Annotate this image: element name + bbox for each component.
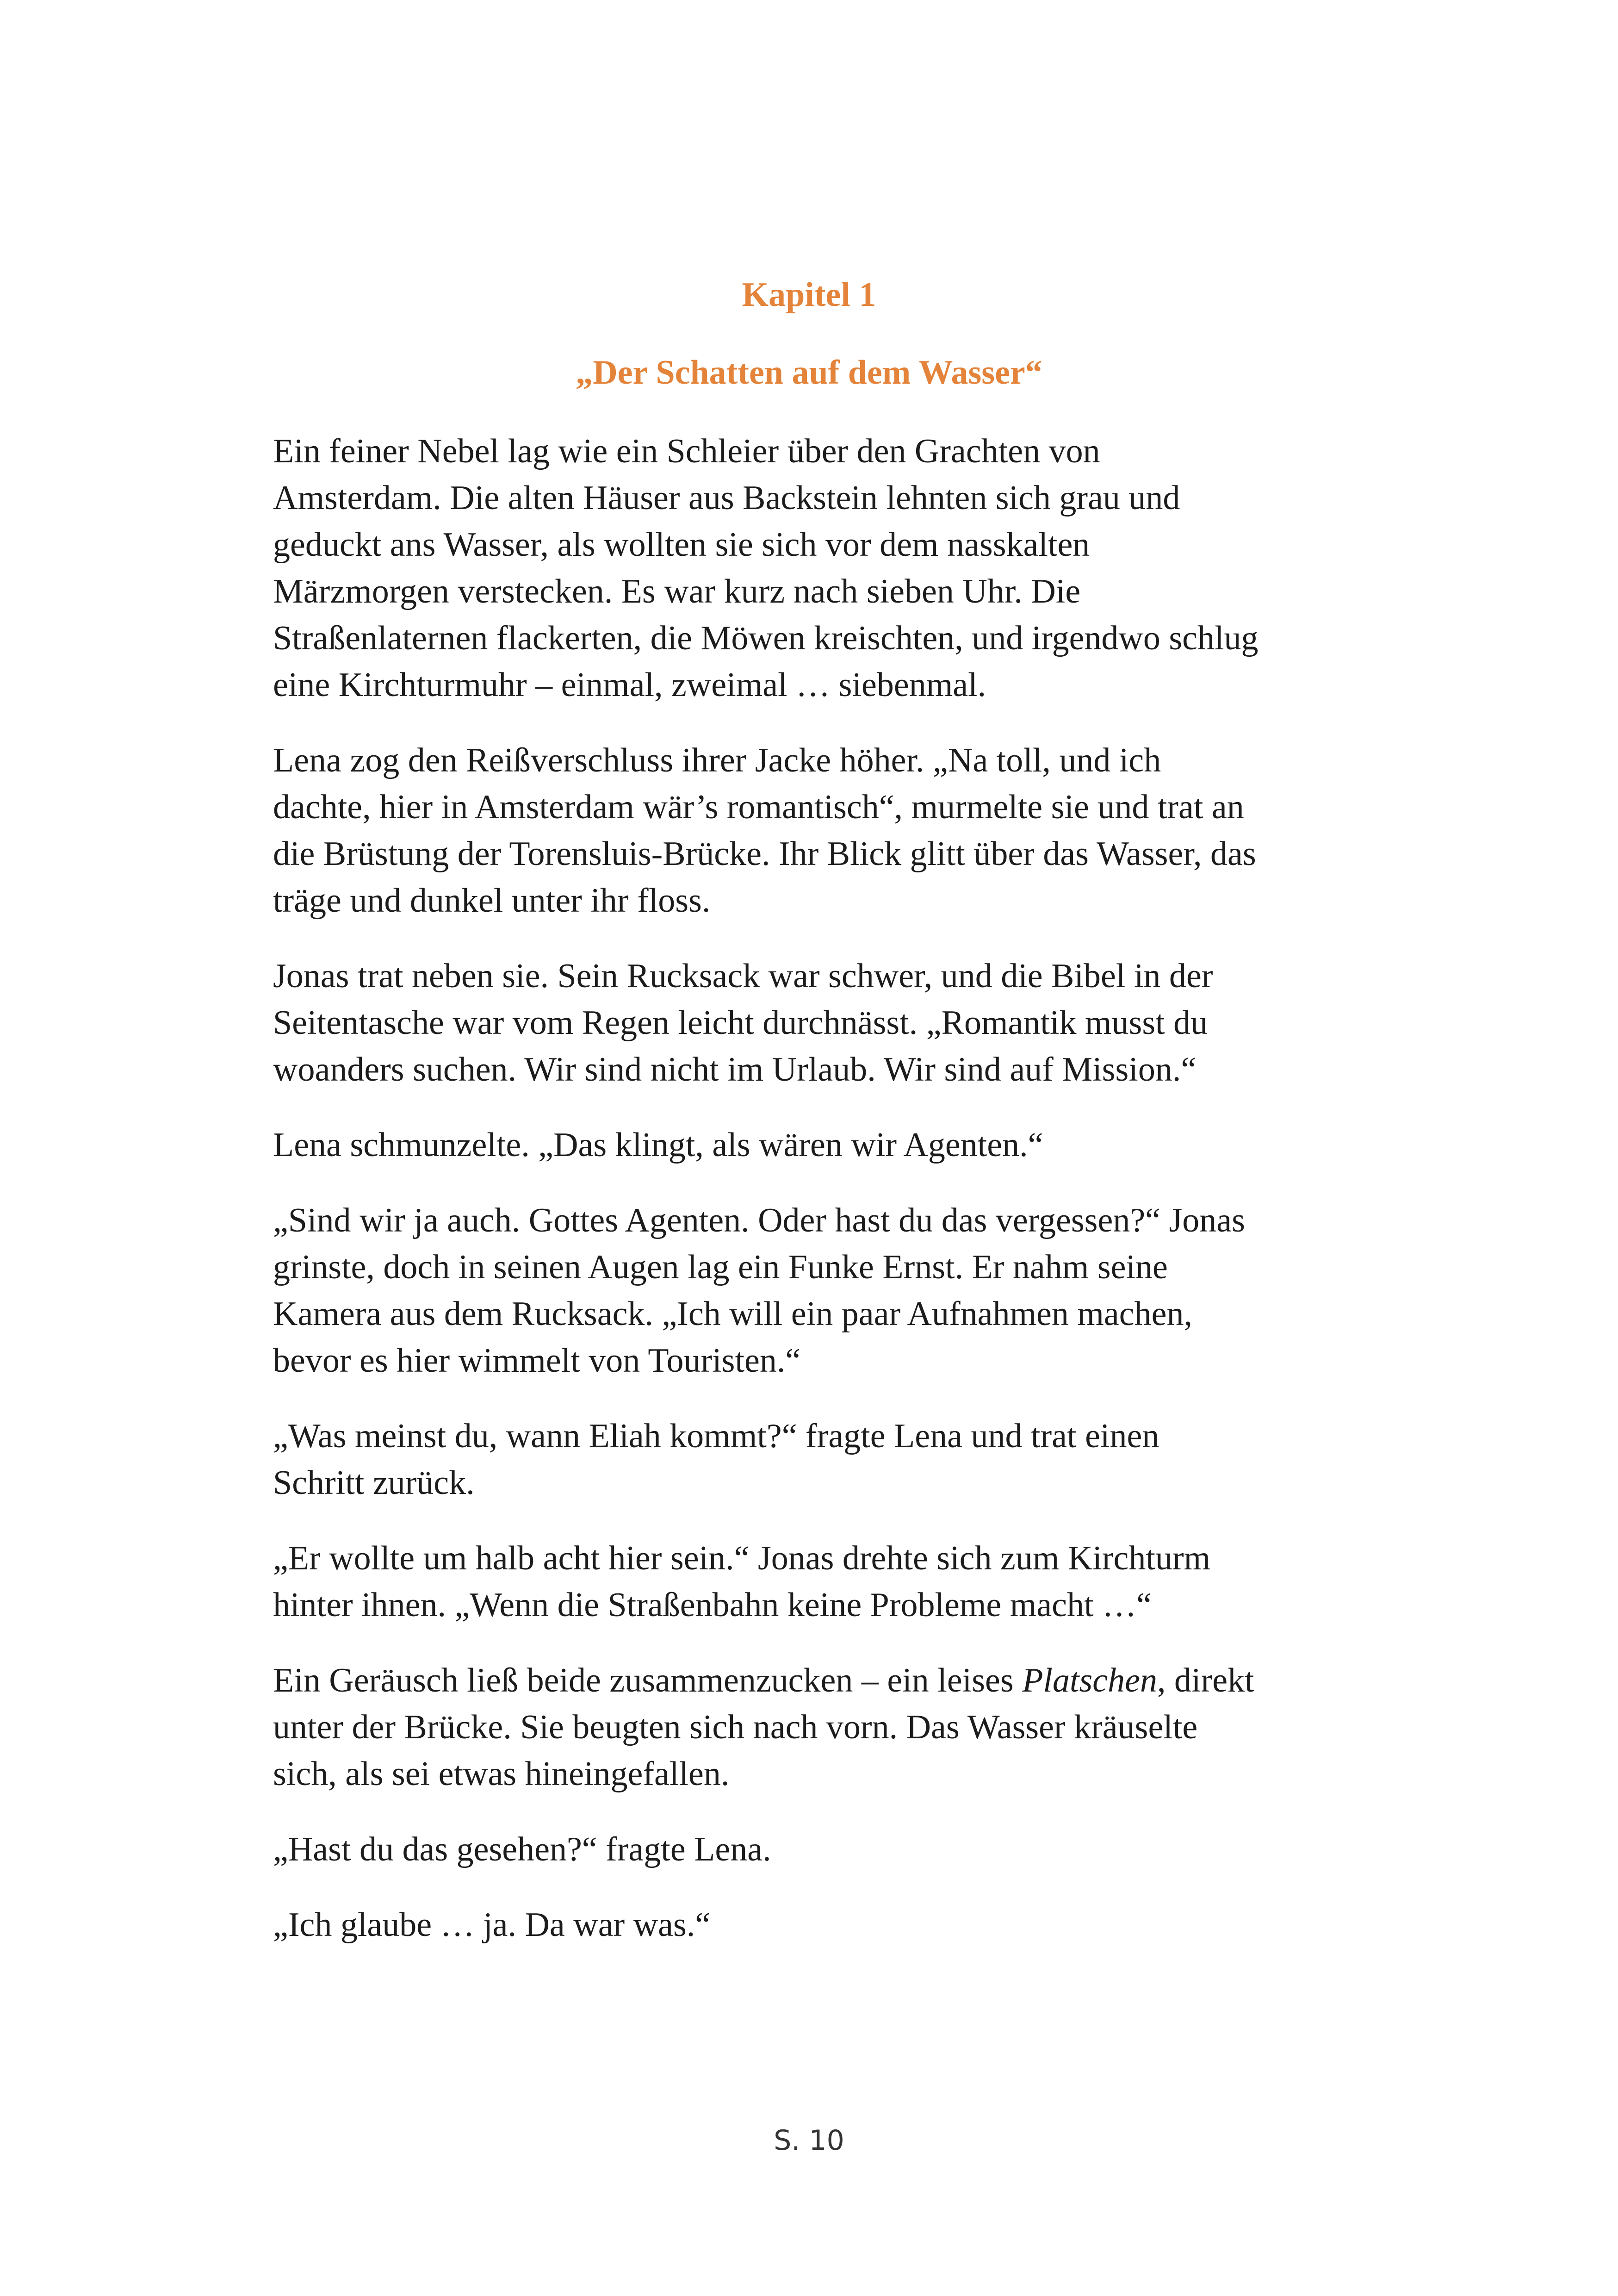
text-segment: „Sind wir ja auch. Gottes Agenten. Oder hast du das vergessen?“ Jonas [273, 1201, 1245, 1239]
paragraph [273, 1413, 1370, 1506]
text-segment: Lena schmunzelte. „Das klingt, als wären wir Agenten.“ [273, 1126, 1043, 1164]
text-line [273, 568, 1370, 615]
text-line [273, 953, 1370, 1000]
text-line [273, 1244, 1370, 1291]
paragraph [273, 428, 1370, 709]
text-segment: „Er wollte um halb acht hier sein.“ Jonas drehte sich zum Kirchturm [273, 1539, 1211, 1577]
text-segment: träge und dunkel unter ihr floss. [273, 882, 711, 920]
text-line [273, 1413, 1370, 1460]
text-segment: unter der Brücke. Sie beugten sich nach vorn. Das Wasser kräuselte [273, 1708, 1198, 1746]
text-line [273, 1657, 1370, 1704]
paragraph [273, 1535, 1370, 1629]
text-segment: sich, als sei etwas hineingefallen. [273, 1755, 730, 1793]
text-line [273, 784, 1370, 831]
text-segment: Kamera aus dem Rucksack. „Ich will ein paar Aufnahmen machen, [273, 1295, 1192, 1333]
text-line [273, 522, 1370, 568]
paragraph [273, 737, 1370, 924]
text-segment: Schritt zurück. [273, 1464, 475, 1502]
text-line [273, 1291, 1370, 1338]
text-segment: Amsterdam. Die alten Häuser aus Backstein lehnten sich grau und [273, 479, 1180, 517]
paragraph [273, 1826, 1370, 1873]
text-segment: Seitentasche war vom Regen leicht durchnässt. „Romantik musst du [273, 1004, 1208, 1042]
text-segment: Ein feiner Nebel lag wie ein Schleier über den Grachten von [273, 432, 1100, 470]
text-line [273, 1751, 1370, 1798]
text-segment: „Ich glaube … ja. Da war was.“ [273, 1906, 711, 1944]
text-segment: Ein Geräusch ließ beide zusammenzucken – ein leises [273, 1661, 1023, 1699]
text-line [273, 1826, 1370, 1873]
text-segment: Lena zog den Reißverschluss ihrer Jacke höher. „Na toll, und ich [273, 741, 1161, 779]
text-segment: Jonas trat neben sie. Sein Rucksack war schwer, und die Bibel in der [273, 957, 1213, 995]
paragraph [273, 953, 1370, 1093]
text-line [273, 1535, 1370, 1582]
text-line [273, 1582, 1370, 1629]
paragraph [273, 1122, 1370, 1169]
chapter-number: Kapitel 1 [742, 276, 876, 314]
text-segment: geduckt ans Wasser, als wollten sie sich vor dem nasskalten [273, 526, 1090, 564]
text-line [273, 1046, 1370, 1093]
text-line [273, 1197, 1370, 1244]
text-segment: dachte, hier in Amsterdam wär’s romantisch“, murmelte sie und trat an [273, 788, 1244, 826]
text-segment: „Was meinst du, wann Eliah kommt?“ fragte Lena und trat einen [273, 1417, 1159, 1455]
text-segment: , direkt [1157, 1661, 1254, 1699]
text-segment: Märzmorgen verstecken. Es war kurz nach sieben Uhr. Die [273, 572, 1081, 610]
text-line [273, 877, 1370, 924]
text-segment: hinter ihnen. „Wenn die Straßenbahn keine Probleme macht …“ [273, 1586, 1152, 1624]
text-line [273, 1460, 1370, 1506]
text-line [273, 1122, 1370, 1169]
paragraph [273, 1197, 1370, 1384]
text-segment: „Hast du das gesehen?“ fragte Lena. [273, 1830, 771, 1868]
text-line [273, 737, 1370, 784]
page-number: S. 10 [774, 2124, 844, 2157]
text-line [273, 662, 1370, 709]
chapter-title: „Der Schatten auf dem Wasser“ [576, 354, 1042, 392]
paragraph [273, 1902, 1370, 1948]
text-line [273, 1704, 1370, 1751]
emphasized-text: Platschen [1022, 1661, 1157, 1699]
text-segment: woanders suchen. Wir sind nicht im Urlaub. Wir sind auf Mission.“ [273, 1051, 1196, 1089]
text-segment: eine Kirchturmuhr – einmal, zweimal … siebenmal. [273, 666, 986, 704]
text-segment: die Brüstung der Torensluis-Brücke. Ihr Blick glitt über das Wasser, das [273, 835, 1256, 873]
text-segment: Straßenlaternen flackerten, die Möwen kreischten, und irgendwo schlug [273, 619, 1258, 657]
text-line [273, 475, 1370, 522]
text-line [273, 615, 1370, 662]
text-line [273, 1902, 1370, 1948]
text-line [273, 1000, 1370, 1046]
chapter-body [273, 428, 1370, 1977]
text-segment: bevor es hier wimmelt von Touristen.“ [273, 1342, 801, 1380]
text-line [273, 1338, 1370, 1384]
paragraph [273, 1657, 1370, 1798]
text-segment: grinste, doch in seinen Augen lag ein Funke Ernst. Er nahm seine [273, 1248, 1168, 1286]
text-line [273, 831, 1370, 877]
text-line [273, 428, 1370, 475]
